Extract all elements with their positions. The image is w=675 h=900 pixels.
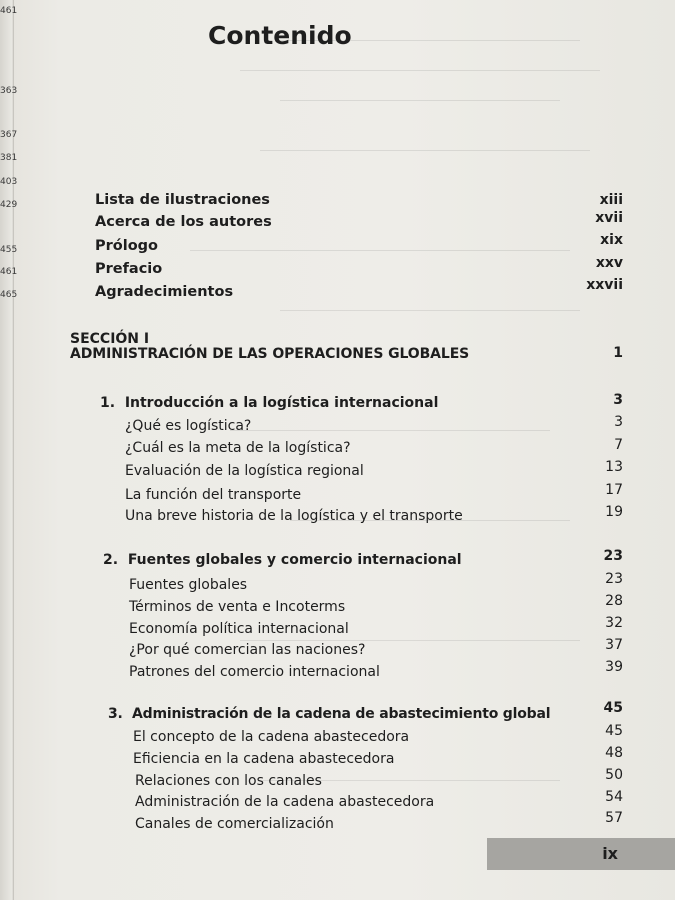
toc-front-matter-label: Acerca de los autores [95, 214, 272, 230]
toc-entry: Evaluación de la logística regional [125, 463, 364, 479]
toc-entry: Relaciones con los canales [135, 773, 322, 789]
toc-entry-page: 23 [605, 571, 623, 587]
toc-front-matter-page: xiii [599, 192, 623, 208]
page-folio: ix [602, 844, 618, 863]
chapter-number: 1. [100, 395, 116, 411]
edge-page-number: 455 [0, 245, 18, 255]
toc-entry-page: 7 [614, 437, 623, 453]
edge-page-number: 429 [0, 200, 18, 210]
toc-entry: El concepto de la cadena abastecedora [133, 729, 410, 745]
toc-entry-page: 13 [605, 459, 623, 475]
toc-front-matter-label: Prólogo [95, 238, 159, 254]
toc-entry: Patrones del comercio internacional [129, 664, 380, 680]
section-kicker: SECCIÓN I [70, 331, 150, 347]
toc-entry: Administración de la cadena abastecedora [135, 794, 435, 810]
toc-entry-page: 50 [605, 767, 623, 783]
toc-entry: La función del transporte [125, 487, 302, 503]
folio-bar [487, 838, 675, 870]
edge-page-number: 461 [0, 267, 18, 277]
edge-page-number: 403 [0, 177, 18, 187]
toc-entry-page: 54 [605, 789, 623, 805]
toc-entry-page: 17 [605, 482, 623, 498]
toc-entry-page: 37 [605, 637, 623, 653]
toc-chapter-title [103, 552, 462, 568]
toc-front-matter-label: Agradecimientos [95, 284, 234, 300]
chapter-title-text: Administración de la cadena de abastecimiento global [132, 706, 551, 722]
toc-entry-page: 39 [605, 659, 623, 675]
edge-page-number: 363 [0, 86, 18, 96]
toc-front-matter-page: xxvii [586, 277, 623, 293]
toc-entry-page: 28 [605, 593, 623, 609]
edge-page-number: 367 [0, 130, 18, 140]
toc-entry: Una breve historia de la logística y el transporte [125, 508, 463, 524]
toc-chapter-page: 45 [603, 700, 623, 716]
toc-entry: Economía política internacional [129, 621, 349, 637]
toc-front-matter-label: Prefacio [95, 261, 163, 277]
toc-entry: Fuentes globales [129, 577, 248, 593]
chapter-number: 2. [103, 552, 119, 568]
toc-front-matter-page: xvii [595, 210, 623, 226]
toc-front-matter-page: xxv [595, 255, 623, 271]
toc-entry-page: 45 [605, 723, 623, 739]
page-title: Contenido [208, 21, 352, 50]
chapter-number: 3. [108, 706, 123, 722]
toc-chapter-title [100, 395, 438, 411]
chapter-title-text: Introducción a la logística internacional [124, 395, 439, 411]
toc-chapter-page: 23 [603, 548, 623, 564]
edge-page-number: 461 [0, 6, 18, 16]
toc-entry: Canales de comercialización [135, 816, 334, 832]
toc-entry: Términos de venta e Incoterms [129, 599, 346, 615]
toc-entry: ¿Por qué comercian las naciones? [129, 642, 366, 658]
edge-page-number: 465 [0, 290, 18, 300]
toc-chapter-page: 3 [613, 392, 623, 408]
chapter-title-text: Fuentes globales y comercio internacional [127, 552, 462, 568]
edge-page-number: 381 [0, 153, 18, 163]
toc-entry-page: 19 [605, 504, 623, 520]
previous-page-edge [0, 0, 18, 900]
section-page: 1 [613, 345, 623, 361]
section-title: ADMINISTRACIÓN DE LAS OPERACIONES GLOBALES [70, 346, 470, 362]
toc-front-matter-label: Lista de ilustraciones [95, 192, 270, 208]
toc-entry: ¿Cuál es la meta de la logística? [125, 440, 351, 456]
toc-front-matter-page: xix [600, 232, 623, 248]
toc-entry-page: 32 [605, 615, 623, 631]
toc-entry-page: 3 [614, 414, 623, 430]
toc-entry-page: 57 [605, 810, 623, 826]
toc-entry: ¿Qué es logística? [125, 418, 252, 434]
toc-chapter-title [108, 706, 550, 722]
toc-entry: Eficiencia en la cadena abastecedora [133, 751, 395, 767]
toc-entry-page: 48 [605, 745, 623, 761]
